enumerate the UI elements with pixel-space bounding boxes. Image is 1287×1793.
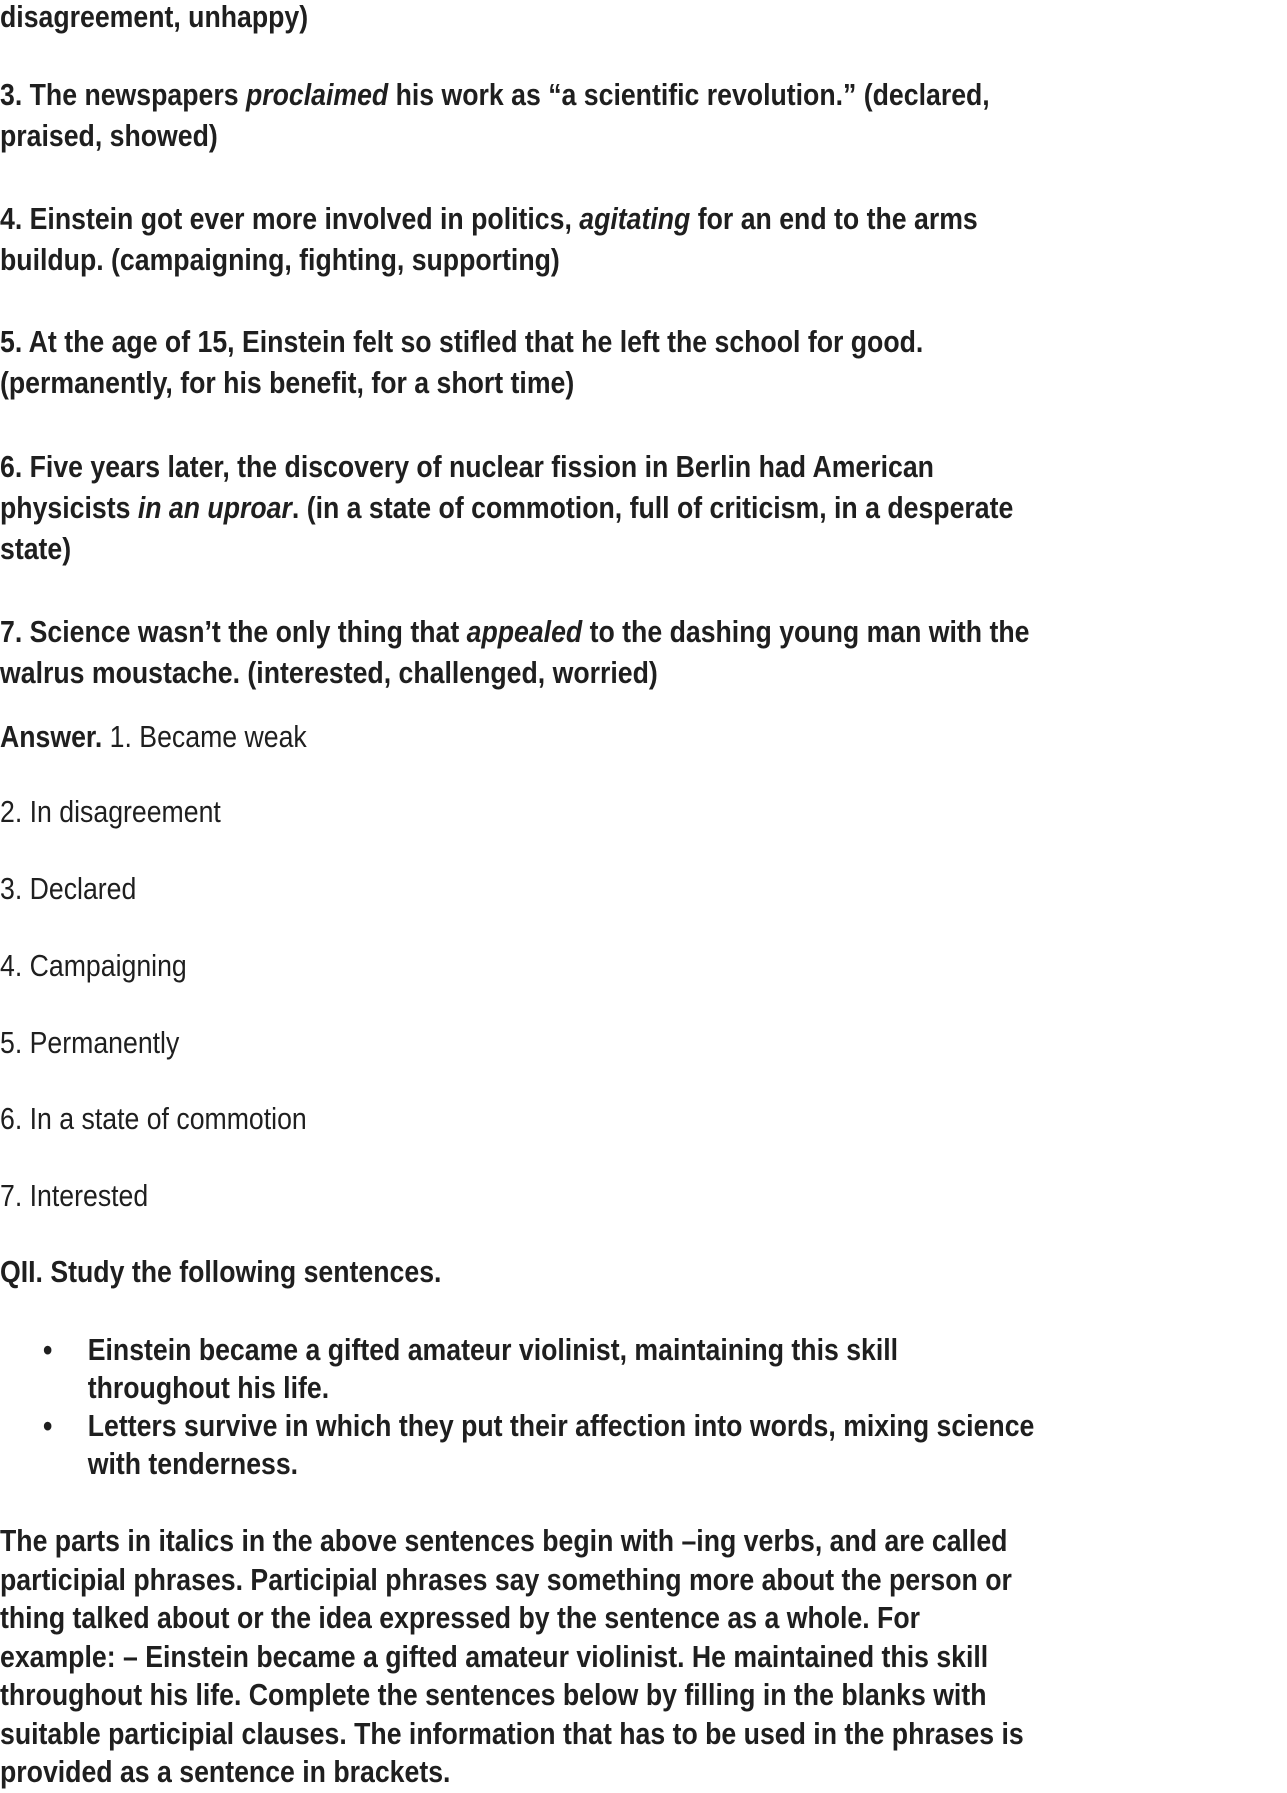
italic-word: proclaimed [245, 77, 389, 112]
question-text: praised, showed) [0, 118, 218, 153]
question-text: 6. Five years later, the discovery of nuclear fission in Berlin had American [0, 449, 934, 484]
italic-word: in an uproar [137, 490, 292, 525]
question-line [0, 115, 990, 156]
question-text: buildup. (campaigning, fighting, supporting) [0, 242, 560, 277]
answer-6: 6. In a state of commotion [0, 1101, 307, 1136]
answer-label: Answer. [0, 719, 103, 754]
italic-word: agitating [579, 201, 691, 236]
question-line [0, 446, 1013, 487]
question-text: his work as “a scientific revolution.” (declared, [388, 77, 990, 112]
question-item [0, 74, 990, 156]
question-item [0, 446, 1013, 569]
question-text: . (in a state of commotion, full of criticism, in a desperate [291, 490, 1014, 525]
answer-3: 3. Declared [0, 871, 137, 906]
question-line [0, 0, 308, 37]
question-text: 7. Science wasn’t the only thing that [0, 614, 467, 649]
question-text: walrus moustache. (interested, challenged, worried) [0, 655, 658, 690]
bullet-item-1: • Einstein became a gifted amateur violinist, maintaining this skill throughout his life. [43, 1332, 899, 1405]
answer-2: 2. In disagreement [0, 794, 221, 829]
question-text: physicists [0, 490, 138, 525]
instructions-paragraph: The parts in italics in the above sentences begin with –ing verbs, and are called participial phrases. Participial phrases say something more about the person or thing talked about or the idea expressed by the sentence as a whole. For example: – Einstein became a gifted amateur violinist. He maintained this skill throughout his life. Complete the sentences below by filling in the blanks with suitable participial clauses. The information that has to be used in the phrases is provided as a sentence in brackets. [0, 1523, 1024, 1789]
bullet-icon: • [43, 1332, 53, 1367]
question-line [0, 239, 978, 280]
question-text: 3. The newspapers [0, 77, 246, 112]
bullet-icon: • [43, 1408, 53, 1443]
question-text: 4. Einstein got ever more involved in politics, [0, 201, 580, 236]
question-line [0, 611, 1030, 652]
question-line [0, 321, 923, 362]
bullet-item-2: • Letters survive in which they put their affection into words, mixing science with tenderness. [43, 1408, 1035, 1481]
question-line [0, 528, 1013, 569]
question-item [0, 0, 308, 37]
italic-word: appealed [466, 614, 583, 649]
question-line [0, 487, 1013, 528]
question-text: 5. At the age of 15, Einstein felt so stifled that he left the school for good. [0, 324, 924, 359]
question-text: for an end to the arms [690, 201, 978, 236]
question-item [0, 611, 1030, 693]
question-item [0, 321, 923, 403]
answer-1: Answer. 1. Became weak [0, 719, 307, 754]
question-item [0, 198, 978, 280]
question-text: disagreement, unhappy) [0, 0, 309, 34]
qii-heading: QII. Study the following sentences. [0, 1254, 442, 1289]
question-text: state) [0, 531, 72, 566]
question-line [0, 74, 990, 115]
question-line [0, 652, 1030, 693]
answer-7: 7. Interested [0, 1178, 149, 1213]
question-line [0, 198, 978, 239]
answer-4: 4. Campaigning [0, 948, 187, 983]
answer-5: 5. Permanently [0, 1025, 180, 1060]
question-text: (permanently, for his benefit, for a short time) [0, 365, 575, 400]
question-text: to the dashing young man with the [582, 614, 1030, 649]
question-line [0, 362, 923, 403]
